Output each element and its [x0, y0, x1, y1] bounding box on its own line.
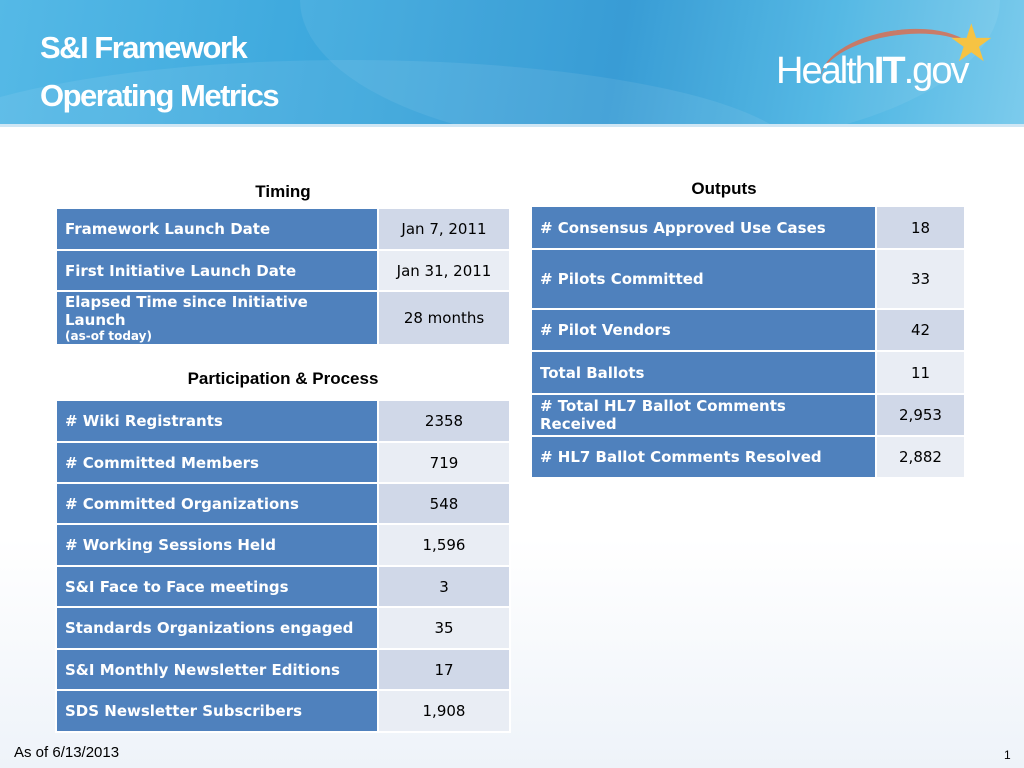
row-value: 33 — [876, 249, 965, 309]
participation-heading: Participation & Process — [187, 369, 379, 388]
row-label: # Consensus Approved Use Cases — [531, 206, 876, 249]
row-value: 2,953 — [876, 394, 965, 436]
row-value: 719 — [378, 442, 510, 483]
timing-heading: Timing — [255, 182, 311, 201]
row-value: 18 — [876, 206, 965, 249]
row-label: S&I Face to Face meetings — [56, 566, 378, 607]
table-row — [56, 483, 510, 524]
row-label: SDS Newsletter Subscribers — [56, 690, 378, 732]
outputs-heading: Outputs — [691, 179, 757, 198]
table-row — [531, 206, 965, 249]
table-row — [531, 351, 965, 394]
row-value: 548 — [378, 483, 510, 524]
participation-table — [55, 399, 511, 733]
row-label: First Initiative Launch Date — [56, 250, 378, 291]
table-row — [56, 250, 510, 291]
table-row — [56, 442, 510, 483]
table-row — [56, 649, 510, 690]
table-row — [531, 249, 965, 309]
row-label: # Pilots Committed — [531, 249, 876, 309]
row-label: # Working Sessions Held — [56, 524, 378, 566]
row-sublabel: (as-of today) — [65, 329, 152, 343]
table-row — [56, 524, 510, 566]
table-row — [531, 436, 965, 478]
row-label: Elapsed Time since Initiative Launch (as-of today) — [56, 291, 378, 345]
table-row — [56, 291, 510, 345]
row-value: 1,908 — [378, 690, 510, 732]
table-row — [56, 690, 510, 732]
row-label: S&I Monthly Newsletter Editions — [56, 649, 378, 690]
row-label: # Committed Members — [56, 442, 378, 483]
table-row — [56, 566, 510, 607]
row-label: # Pilot Vendors — [531, 309, 876, 351]
row-label: Standards Organizations engaged — [56, 607, 378, 649]
logo-star-icon: ★ — [948, 14, 995, 74]
row-value: 17 — [378, 649, 510, 690]
table-row — [56, 400, 510, 442]
header-banner — [0, 0, 1024, 127]
row-value: Jan 31, 2011 — [378, 250, 510, 291]
row-value: Jan 7, 2011 — [378, 208, 510, 250]
table-row — [531, 394, 965, 436]
title-line-1: S&I Framework — [40, 30, 247, 65]
row-value: 2358 — [378, 400, 510, 442]
row-label: # Wiki Registrants — [56, 400, 378, 442]
title-line-2: Operating Metrics — [40, 78, 279, 113]
row-label: # HL7 Ballot Comments Resolved — [531, 436, 876, 478]
row-value: 2,882 — [876, 436, 965, 478]
row-label: Framework Launch Date — [56, 208, 378, 250]
healthit-logo: HealthIT.gov — [776, 50, 968, 92]
row-value: 11 — [876, 351, 965, 394]
row-value: 3 — [378, 566, 510, 607]
row-label: # Committed Organizations — [56, 483, 378, 524]
outputs-table — [530, 205, 966, 479]
row-value: 1,596 — [378, 524, 510, 566]
row-label: Total Ballots — [531, 351, 876, 394]
table-row — [56, 607, 510, 649]
row-value: 35 — [378, 607, 510, 649]
page-number: 1 — [1004, 748, 1011, 762]
table-row — [531, 309, 965, 351]
row-value: 42 — [876, 309, 965, 351]
as-of-date: As of 6/13/2013 — [14, 744, 120, 761]
table-row — [56, 208, 510, 250]
timing-table — [55, 207, 511, 346]
row-value: 28 months — [378, 291, 510, 345]
slide-title — [40, 24, 278, 120]
row-label: # Total HL7 Ballot Comments Received — [531, 394, 876, 436]
